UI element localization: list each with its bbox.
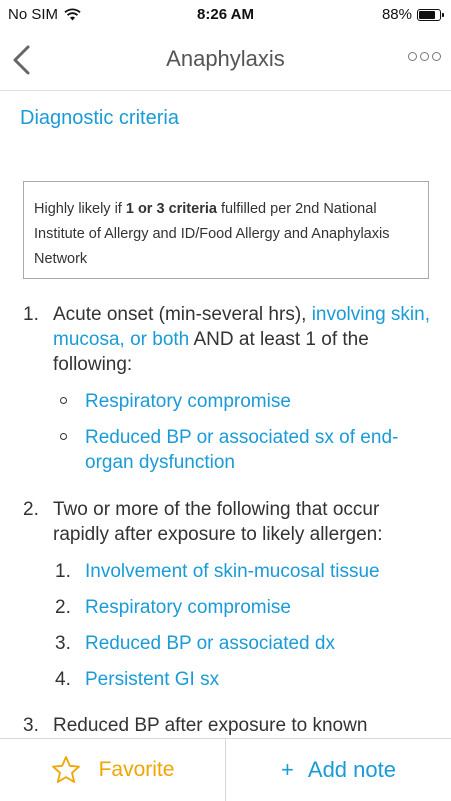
criterion-text-part: Acute onset (min-several hrs), bbox=[53, 304, 312, 325]
reduced-bp-link[interactable]: Reduced BP or associated dx bbox=[85, 633, 335, 654]
battery-icon bbox=[417, 9, 441, 21]
star-icon bbox=[51, 755, 81, 785]
respiratory-compromise-link[interactable]: Respiratory compromise bbox=[85, 391, 291, 412]
plus-icon: + bbox=[281, 757, 294, 782]
status-time: 8:26 AM bbox=[197, 6, 254, 23]
bullet-icon bbox=[60, 433, 67, 440]
sub-item-number: 3. bbox=[55, 633, 71, 654]
sub-item-number: 4. bbox=[55, 669, 71, 690]
favorite-button[interactable] bbox=[0, 739, 226, 801]
criterion-number: 1. bbox=[23, 304, 39, 325]
more-options-icon bbox=[408, 52, 417, 61]
criterion-text bbox=[53, 302, 438, 377]
add-note-button[interactable] bbox=[226, 739, 451, 801]
criteria-box-bold: 1 or 3 criteria bbox=[125, 201, 217, 217]
content-area[interactable] bbox=[0, 91, 451, 737]
navigation-bar bbox=[0, 30, 451, 91]
battery-status bbox=[382, 6, 441, 23]
persistent-gi-link[interactable]: Persistent GI sx bbox=[85, 669, 220, 690]
status-bar bbox=[0, 0, 451, 30]
page-title: Anaphylaxis bbox=[166, 46, 285, 71]
skin-mucosa-link[interactable]: involving skin, mucosa, or both bbox=[53, 304, 430, 350]
more-options-button[interactable] bbox=[408, 52, 441, 61]
criterion-text-part: AND at least 1 of the following: bbox=[53, 329, 369, 375]
battery-percent: 88% bbox=[381, 6, 412, 23]
more-options-icon bbox=[420, 52, 429, 61]
bottom-toolbar bbox=[0, 738, 451, 801]
criteria-info-box bbox=[23, 181, 429, 279]
battery-nub bbox=[442, 13, 444, 17]
criterion-number: 3. bbox=[23, 715, 39, 736]
favorite-label: Favorite bbox=[98, 758, 175, 781]
criterion-text: Reduced BP after exposure to known bbox=[53, 715, 368, 736]
sub-item-number: 1. bbox=[55, 561, 71, 582]
criteria-box-prefix: Highly likely if bbox=[34, 201, 126, 217]
bullet-icon bbox=[60, 397, 67, 404]
section-heading[interactable]: Diagnostic criteria bbox=[20, 107, 179, 129]
add-note-label: Add note bbox=[307, 757, 396, 782]
criterion-number: 2. bbox=[23, 499, 39, 520]
carrier-label: No SIM bbox=[8, 6, 59, 23]
skin-mucosal-link[interactable]: Involvement of skin-mucosal tissue bbox=[85, 561, 380, 582]
sub-item-number: 2. bbox=[55, 597, 71, 618]
criteria-box-suffix: fulfilled per 2nd National Institute of Allergy and ID/Food Allergy and Anaphylaxis Network bbox=[34, 201, 390, 267]
more-options-icon bbox=[432, 52, 441, 61]
respiratory-compromise-link[interactable]: Respiratory compromise bbox=[85, 597, 291, 618]
reduced-bp-link[interactable]: Reduced BP or associated sx of end-organ dysfunction bbox=[85, 427, 399, 473]
battery-fill bbox=[419, 11, 435, 19]
criterion-text: Two or more of the following that occur rapidly after exposure to likely allergen: bbox=[53, 499, 383, 545]
